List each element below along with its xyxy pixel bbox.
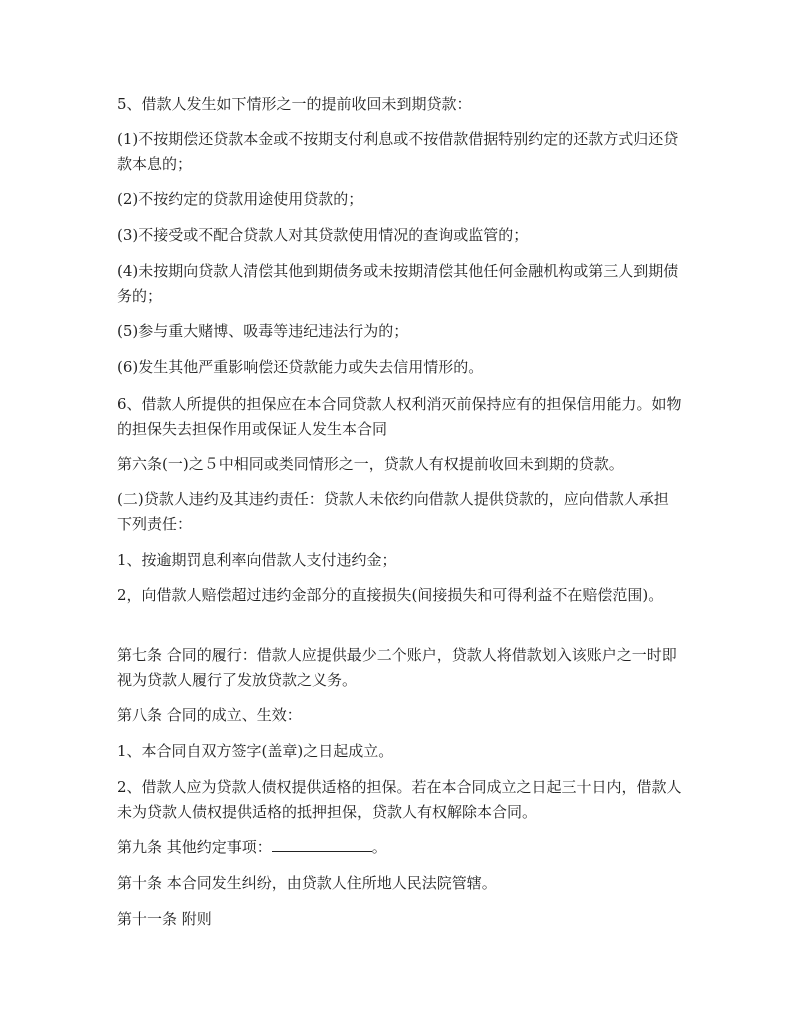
article-9-prefix: 第九条 其他约定事项： (117, 838, 272, 856)
paragraph-clause-6: 6、借款人所提供的担保应在本合同贷款人权利消灭前保持应有的担保信用能力。如物的担保失去担保作用或保证人发生本合同 (117, 395, 682, 438)
paragraph-item-1: (1)不按期偿还贷款本金或不按期支付利息或不按借款借据特别约定的还款方式归还贷款本息的； (117, 130, 679, 173)
paragraph-penalty-1: 1、按逾期罚息利率向借款人支付违约金； (117, 551, 397, 569)
paragraph-article-7: 第七条 合同的履行：借款人应提供最少二个账户，贷款人将借款划入该账户之一时即视为贷款人履行了发放贷款之义务。 (117, 646, 677, 689)
article-9-suffix: 。 (371, 838, 387, 856)
paragraph-article-11: 第十一条 附则 (117, 910, 212, 928)
paragraph-item-2: (2)不按约定的贷款用途使用贷款的； (117, 190, 364, 208)
fill-in-blank (272, 837, 372, 852)
paragraph-lender-breach: (二)贷款人违约及其违约责任：贷款人未依约向借款人提供贷款的，应向借款人承担下列责任： (117, 490, 669, 533)
paragraph-item-6: (6)发生其他严重影响偿还贷款能力或失去信用情形的。 (117, 358, 484, 376)
paragraph-article-10: 第十条 本合同发生纠纷，由贷款人住所地人民法院管辖。 (117, 874, 497, 892)
paragraph-item-3: (3)不接受或不配合贷款人对其贷款使用情况的查询或监管的； (117, 226, 529, 244)
paragraph-penalty-2: 2，向借款人赔偿超过违约金部分的直接损失(间接损失和可得利益不在赔偿范围)。 (117, 586, 664, 604)
paragraph-article-8-item-1: 1、本合同自双方签字(盖章)之日起成立。 (117, 742, 394, 760)
paragraph-article-8-item-2: 2、借款人应为贷款人债权提供适格的担保。若在本合同成立之日起三十日内，借款人未为贷款人债权提供适格的抵押担保，贷款人有权解除本合同。 (117, 778, 682, 821)
paragraph-item-4: (4)未按期向贷款人清偿其他到期债务或未按期清偿其他任何金融机构或第三人到期债务的； (117, 262, 679, 305)
paragraph-article-6-ref: 第六条(一)之５中相同或类同情形之一，贷款人有权提前收回未到期的贷款。 (117, 455, 624, 473)
paragraph-article-9 (117, 835, 683, 860)
paragraph-item-5: (5)参与重大赌博、吸毒等违纪违法行为的； (117, 322, 409, 340)
paragraph-article-8: 第八条 合同的成立、生效： (117, 706, 302, 724)
paragraph-clause-5: 5、借款人发生如下情形之一的提前收回未到期贷款： (117, 95, 472, 113)
